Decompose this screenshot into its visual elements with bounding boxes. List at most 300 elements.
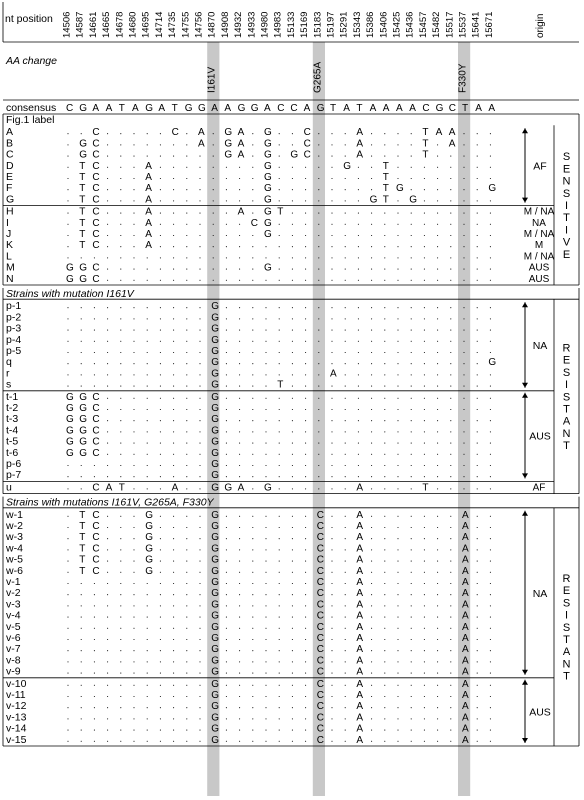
identity-dot [358,374,359,375]
identity-dot [345,605,346,606]
identity-dot [213,167,214,168]
origin-column-label: origin [535,13,546,38]
identity-dot [199,280,200,281]
identity-dot [173,280,174,281]
identity-dot [463,178,464,179]
identity-dot [345,488,346,489]
strain-label: v-11 [6,689,26,701]
identity-dot [358,454,359,455]
identity-dot [173,307,174,308]
identity-dot [463,257,464,258]
identity-dot [411,730,412,731]
consensus-base: T [118,103,125,114]
identity-dot [252,213,253,214]
identity-dot [411,178,412,179]
identity-dot [160,280,161,281]
consensus-base: T [462,103,469,114]
identity-dot [226,269,227,270]
identity-dot [371,639,372,640]
identity-dot [94,605,95,606]
identity-dot [437,650,438,651]
identity-dot [239,583,240,584]
identity-dot [384,617,385,618]
identity-dot [437,420,438,421]
identity-dot [279,246,280,247]
identity-dot [305,465,306,466]
identity-dot [345,352,346,353]
identity-dot [318,409,319,410]
identity-dot [384,661,385,662]
strain-label: v-7 [6,643,21,656]
identity-dot [292,133,293,134]
identity-dot [160,156,161,157]
strain-label: t-4 [6,424,19,437]
identity-dot [226,741,227,742]
identity-dot [437,189,438,190]
identity-dot [133,549,134,550]
identity-dot [133,673,134,674]
base-substitution: C [316,554,325,566]
identity-dot [133,409,134,410]
nt-position-15183: 15183 [312,11,324,38]
identity-dot [199,398,200,399]
identity-dot [252,673,253,674]
identity-dot [120,594,121,595]
identity-dot [318,330,319,331]
identity-dot [450,650,451,651]
identity-dot [279,650,280,651]
identity-dot [133,454,134,455]
identity-dot [477,363,478,364]
identity-dot [173,246,174,247]
base-substitution: T [79,194,86,206]
identity-dot [199,386,200,387]
identity-dot [463,200,464,201]
identity-dot [371,409,372,410]
strain-label: t-6 [6,446,19,459]
identity-dot [67,465,68,466]
identity-dot [345,617,346,618]
strain-label: M [6,261,15,274]
identity-dot [81,374,82,375]
identity-dot [133,235,134,236]
identity-dot [292,628,293,629]
identity-dot [305,605,306,606]
identity-dot [345,144,346,145]
identity-dot [490,628,491,629]
identity-dot [239,330,240,331]
identity-dot [265,639,266,640]
identity-dot [424,561,425,562]
identity-dot [133,594,134,595]
identity-dot [133,516,134,517]
identity-dot [147,431,148,432]
identity-dot [424,685,425,686]
identity-dot [477,386,478,387]
identity-dot [81,307,82,308]
identity-dot [318,398,319,399]
identity-dot [173,144,174,145]
identity-dot [239,200,240,201]
base-substitution: C [92,138,100,150]
nt-position-15386: 15386 [365,11,377,38]
identity-dot [226,628,227,629]
identity-dot [305,583,306,584]
identity-dot [450,488,451,489]
identity-dot [265,538,266,539]
identity-dot [463,224,464,225]
identity-dot [331,561,332,562]
identity-dot [160,178,161,179]
base-substitution: A [237,127,245,139]
strain-label: p-2 [6,311,22,324]
identity-dot [384,538,385,539]
strain-label: v-14 [6,722,27,735]
identity-dot [120,374,121,375]
identity-dot [199,583,200,584]
identity-dot [173,685,174,686]
identity-dot [437,443,438,444]
identity-dot [397,257,398,258]
arrow-down-icon [522,383,528,388]
identity-dot [490,454,491,455]
identity-dot [424,189,425,190]
identity-dot [371,178,372,179]
identity-dot [371,583,372,584]
identity-dot [305,454,306,455]
base-substitution: G [264,217,272,229]
identity-dot [477,431,478,432]
identity-dot [463,133,464,134]
identity-dot [292,420,293,421]
strain-label: N [6,272,14,285]
identity-dot [147,628,148,629]
base-substitution: C [316,509,325,521]
base-substitution: T [79,172,86,183]
identity-dot [186,144,187,145]
identity-dot [292,443,293,444]
base-substitution: G [211,599,219,611]
identity-dot [331,386,332,387]
identity-dot [81,639,82,640]
identity-dot [331,650,332,651]
identity-dot [81,465,82,466]
identity-dot [424,431,425,432]
identity-dot [331,594,332,595]
identity-dot [358,443,359,444]
identity-dot [173,398,174,399]
base-substitution: T [277,379,284,391]
identity-dot [371,213,372,214]
identity-dot [226,224,227,225]
identity-dot [120,617,121,618]
base-substitution: G [211,690,219,701]
identity-dot [226,167,227,168]
base-substitution: G [66,436,74,448]
identity-dot [160,605,161,606]
base-substitution: C [316,599,325,611]
identity-dot [160,718,161,719]
identity-dot [120,605,121,606]
identity-dot [345,639,346,640]
identity-dot [411,431,412,432]
base-substitution: C [316,621,325,633]
base-substitution: T [422,482,429,494]
identity-dot [371,307,372,308]
identity-dot [450,561,451,562]
identity-dot [226,673,227,674]
identity-dot [437,527,438,528]
identity-dot [411,696,412,697]
identity-dot [318,189,319,190]
base-substitution: A [198,127,205,139]
identity-dot [107,561,108,562]
base-substitution: A [462,633,469,644]
identity-dot [279,269,280,270]
consensus-base: G [316,103,325,114]
identity-dot [371,269,372,270]
base-substitution: G [264,127,272,139]
identity-dot [107,352,108,353]
identity-dot [173,707,174,708]
identity-dot [305,594,306,595]
identity-dot [331,718,332,719]
base-substitution: G [264,482,272,494]
identity-dot [226,583,227,584]
identity-dot [279,224,280,225]
base-substitution: G [211,436,219,448]
identity-dot [120,561,121,562]
identity-dot [477,374,478,375]
identity-dot [94,330,95,331]
identity-dot [397,516,398,517]
identity-dot [477,352,478,353]
identity-dot [120,398,121,399]
status-letter: A [562,415,571,428]
nt-position-14587: 14587 [74,11,86,38]
identity-dot [133,605,134,606]
base-substitution: A [462,532,469,544]
identity-dot [490,144,491,145]
identity-dot [186,235,187,236]
base-substitution: G [211,368,219,380]
identity-dot [120,280,121,281]
identity-dot [345,307,346,308]
identity-dot [107,363,108,364]
identity-dot [160,374,161,375]
identity-dot [120,527,121,528]
identity-dot [107,133,108,134]
identity-dot [305,374,306,375]
identity-dot [199,307,200,308]
identity-dot [133,696,134,697]
identity-dot [199,527,200,528]
base-substitution: A [171,482,179,494]
identity-dot [397,443,398,444]
identity-dot [450,549,451,550]
identity-dot [120,409,121,410]
identity-dot [199,673,200,674]
consensus-base: G [184,103,193,114]
identity-dot [358,431,359,432]
identity-dot [107,605,108,606]
identity-dot [265,454,266,455]
identity-dot [437,374,438,375]
identity-dot [331,398,332,399]
base-substitution: G [211,621,219,633]
identity-dot [252,443,253,444]
strain-label: I [6,216,9,229]
consensus-base: A [158,103,166,114]
identity-dot [186,661,187,662]
identity-dot [133,246,134,247]
identity-dot [213,144,214,145]
base-substitution: G [488,183,497,195]
identity-dot [173,224,174,225]
identity-dot [411,363,412,364]
identity-dot [371,741,372,742]
identity-dot [397,718,398,719]
identity-dot [424,572,425,573]
nt-position-14983: 14983 [272,11,284,38]
identity-dot [279,707,280,708]
identity-dot [397,639,398,640]
identity-dot [186,386,187,387]
identity-dot [279,465,280,466]
base-substitution: T [79,217,86,229]
identity-dot [411,741,412,742]
identity-dot [67,224,68,225]
identity-dot [239,605,240,606]
identity-dot [265,561,266,562]
identity-dot [252,167,253,168]
identity-dot [265,341,266,342]
identity-dot [160,454,161,455]
identity-dot [463,330,464,331]
identity-dot [173,269,174,270]
identity-dot [67,685,68,686]
identity-dot [107,730,108,731]
identity-dot [384,561,385,562]
identity-dot [81,605,82,606]
identity-dot [345,549,346,550]
identity-dot [424,454,425,455]
identity-dot [186,549,187,550]
consensus-base: C [448,103,457,114]
identity-dot [279,527,280,528]
consensus-base: A [396,103,403,114]
identity-dot [160,213,161,214]
identity-dot [437,661,438,662]
identity-dot [160,527,161,528]
identity-dot [265,465,266,466]
identity-dot [331,673,332,674]
identity-dot [331,443,332,444]
identity-dot [345,443,346,444]
base-substitution: C [92,229,100,240]
identity-dot [239,685,240,686]
identity-dot [279,144,280,145]
identity-dot [133,431,134,432]
status-letter: S [562,391,571,404]
identity-dot [371,246,372,247]
identity-dot [186,718,187,719]
base-substitution: A [237,482,245,494]
identity-dot [384,409,385,410]
identity-dot [411,318,412,319]
identity-dot [450,257,451,258]
identity-dot [450,443,451,444]
identity-dot [67,549,68,550]
identity-dot [160,318,161,319]
identity-dot [265,398,266,399]
identity-dot [147,650,148,651]
identity-dot [331,707,332,708]
identity-dot [252,741,253,742]
base-substitution: C [316,678,325,690]
identity-dot [292,549,293,550]
identity-dot [490,465,491,466]
identity-dot [81,133,82,134]
base-substitution: T [79,543,86,555]
identity-dot [292,167,293,168]
identity-dot [490,661,491,662]
arrow-up-icon [522,680,528,685]
identity-dot [199,156,200,157]
identity-dot [199,639,200,640]
identity-dot [397,741,398,742]
identity-dot [305,707,306,708]
identity-dot [94,374,95,375]
identity-dot [213,269,214,270]
identity-dot [173,374,174,375]
base-substitution: G [145,565,153,577]
identity-dot [120,246,121,247]
identity-dot [305,246,306,247]
identity-dot [186,156,187,157]
identity-dot [345,707,346,708]
identity-dot [265,431,266,432]
identity-dot [199,363,200,364]
identity-dot [292,363,293,364]
identity-dot [437,549,438,550]
identity-dot [120,707,121,708]
nt-position-14714: 14714 [153,11,165,38]
identity-dot [147,661,148,662]
identity-dot [292,527,293,528]
identity-dot [450,318,451,319]
identity-dot [411,673,412,674]
identity-dot [107,409,108,410]
identity-dot [265,318,266,319]
identity-dot [173,167,174,168]
section-title: Strains with mutation I161V [6,288,134,300]
base-substitution: G [264,160,272,172]
identity-dot [94,639,95,640]
identity-dot [173,673,174,674]
identity-dot [147,318,148,319]
identity-dot [160,516,161,517]
identity-dot [252,527,253,528]
strain-label: E [6,171,14,183]
identity-dot [292,650,293,651]
identity-dot [107,476,108,477]
identity-dot [120,420,121,421]
identity-dot [397,730,398,731]
identity-dot [292,454,293,455]
identity-dot [331,246,332,247]
origin-value: AF [532,482,546,494]
